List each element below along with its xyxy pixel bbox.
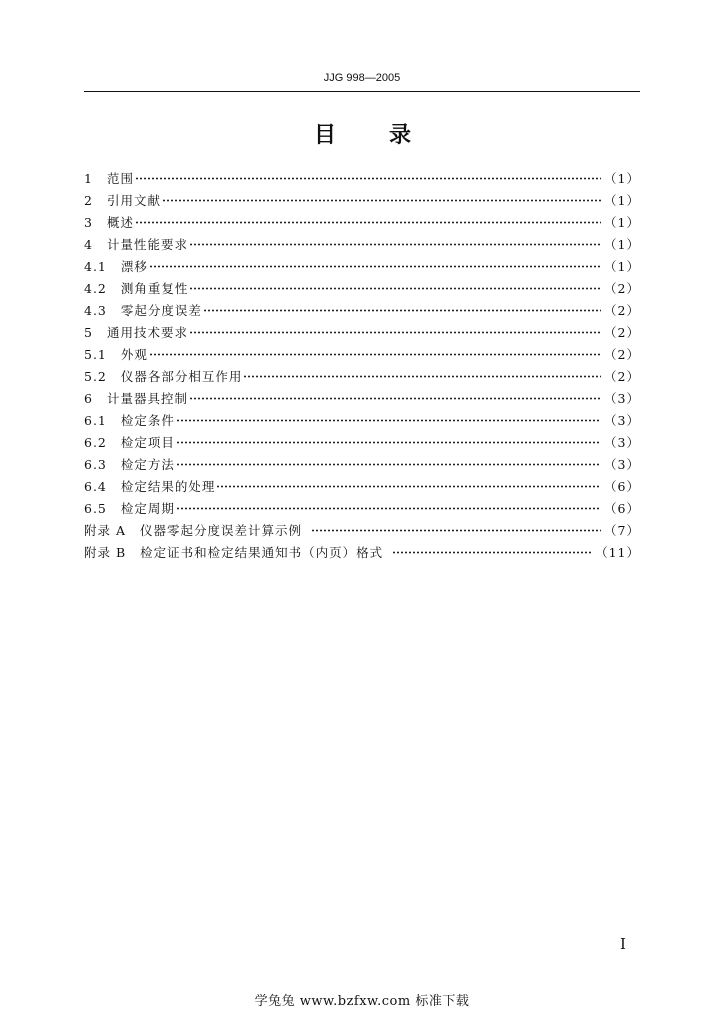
table-of-contents <box>84 167 640 563</box>
toc-entry <box>84 255 640 277</box>
toc-entry-number: 4 <box>84 236 93 252</box>
toc-entry <box>84 519 640 541</box>
standard-code-header: JJG 998—2005 <box>323 72 401 84</box>
toc-entry-title: 检定证书和检定结果通知书（内页）格式 <box>140 545 384 560</box>
toc-entry-page: （11） <box>595 545 640 560</box>
toc-entry-title: 通用技术要求 <box>106 325 188 340</box>
footer-watermark-text: 学兔兔 www.bzfxw.com 标准下载 <box>254 994 470 1009</box>
toc-entry-title: 检定周期 <box>120 501 175 516</box>
toc-entry-title: 零起分度误差 <box>120 303 202 318</box>
toc-entry-page: （1） <box>604 215 640 230</box>
toc-entry <box>84 453 640 475</box>
leader-dots <box>176 441 601 444</box>
toc-entry <box>84 167 640 189</box>
toc-entry-title: 漂移 <box>120 259 148 274</box>
toc-entry-title: 测角重复性 <box>120 281 189 296</box>
toc-entry-title: 计量性能要求 <box>106 237 188 252</box>
leader-dots <box>135 221 601 224</box>
toc-entry <box>84 409 640 431</box>
toc-entry-number: 6.2 <box>84 434 107 450</box>
leader-dots <box>189 243 601 246</box>
toc-entry-number: 4.2 <box>84 280 107 296</box>
toc-entry-number: 6 <box>84 390 93 406</box>
toc-entry-page: （2） <box>604 281 640 296</box>
toc-entry-page: （3） <box>604 457 640 472</box>
toc-entry <box>84 497 640 519</box>
toc-entry-page: （2） <box>604 325 640 340</box>
toc-entry-number: 3 <box>84 214 93 230</box>
toc-entry <box>84 475 640 497</box>
toc-entry-number: 6.5 <box>84 500 107 516</box>
leader-dots <box>203 309 601 312</box>
toc-entry-number: 附录 A <box>84 523 127 538</box>
toc-entry-title: 概述 <box>106 215 134 230</box>
toc-entry-title: 检定项目 <box>120 435 175 450</box>
toc-entry-number: 6.4 <box>84 478 107 494</box>
toc-entry-page: （3） <box>604 435 640 450</box>
toc-entry-page: （2） <box>604 303 640 318</box>
leader-dots <box>176 507 601 510</box>
leader-dots <box>149 353 601 356</box>
toc-entry-number: 附录 B <box>84 545 127 560</box>
leader-dots <box>243 375 601 378</box>
leader-dots <box>176 419 601 422</box>
toc-entry-number: 4.3 <box>84 302 107 318</box>
toc-entry-page: （2） <box>604 347 640 362</box>
leader-dots <box>216 485 601 488</box>
toc-entry-title: 检定方法 <box>120 457 175 472</box>
toc-entry-page: （1） <box>604 193 640 208</box>
page-number: I <box>620 935 626 953</box>
toc-entry <box>84 299 640 321</box>
toc-entry-number: 1 <box>84 170 93 186</box>
leader-dots <box>149 265 601 268</box>
toc-entry-title: 检定条件 <box>120 413 175 428</box>
toc-entry-number: 5.1 <box>84 346 107 362</box>
toc-entry-number: 6.3 <box>84 456 107 472</box>
toc-entry-page: （3） <box>604 391 640 406</box>
toc-entry <box>84 541 640 563</box>
toc-entry <box>84 431 640 453</box>
leader-dots <box>189 331 601 334</box>
toc-entry <box>84 189 640 211</box>
toc-entry-number: 2 <box>84 192 93 208</box>
page-title: 目录 <box>314 122 465 148</box>
leader-dots <box>189 397 601 400</box>
toc-entry-title: 检定结果的处理 <box>120 479 216 494</box>
toc-entry <box>84 365 640 387</box>
toc-entry-title: 仪器零起分度误差计算示例 <box>140 523 303 538</box>
toc-entry-title: 仪器各部分相互作用 <box>120 369 243 384</box>
toc-entry-number: 6.1 <box>84 412 107 428</box>
leader-dots <box>176 463 601 466</box>
toc-entry-page: （7） <box>604 523 640 538</box>
toc-entry-title: 引用文献 <box>106 193 161 208</box>
toc-entry <box>84 321 640 343</box>
toc-entry-page: （1） <box>604 171 640 186</box>
leader-dots <box>135 177 601 180</box>
leader-dots <box>189 287 601 290</box>
toc-entry-page: （6） <box>604 479 640 494</box>
toc-entry <box>84 277 640 299</box>
header-rule <box>84 91 640 92</box>
toc-entry <box>84 233 640 255</box>
toc-entry-page: （1） <box>604 237 640 252</box>
toc-entry <box>84 211 640 233</box>
toc-entry-page: （3） <box>604 413 640 428</box>
toc-entry <box>84 387 640 409</box>
toc-entry-title: 范围 <box>106 171 134 186</box>
toc-entry-number: 5.2 <box>84 368 107 384</box>
toc-entry <box>84 343 640 365</box>
toc-entry-title: 计量器具控制 <box>106 391 188 406</box>
toc-entry-page: （2） <box>604 369 640 384</box>
leader-dots <box>162 199 601 202</box>
toc-entry-number: 5 <box>84 324 93 340</box>
leader-dots <box>392 551 592 554</box>
toc-entry-page: （6） <box>604 501 640 516</box>
toc-entry-number: 4.1 <box>84 258 107 274</box>
leader-dots <box>311 529 601 532</box>
toc-entry-page: （1） <box>604 259 640 274</box>
toc-entry-title: 外观 <box>120 347 148 362</box>
